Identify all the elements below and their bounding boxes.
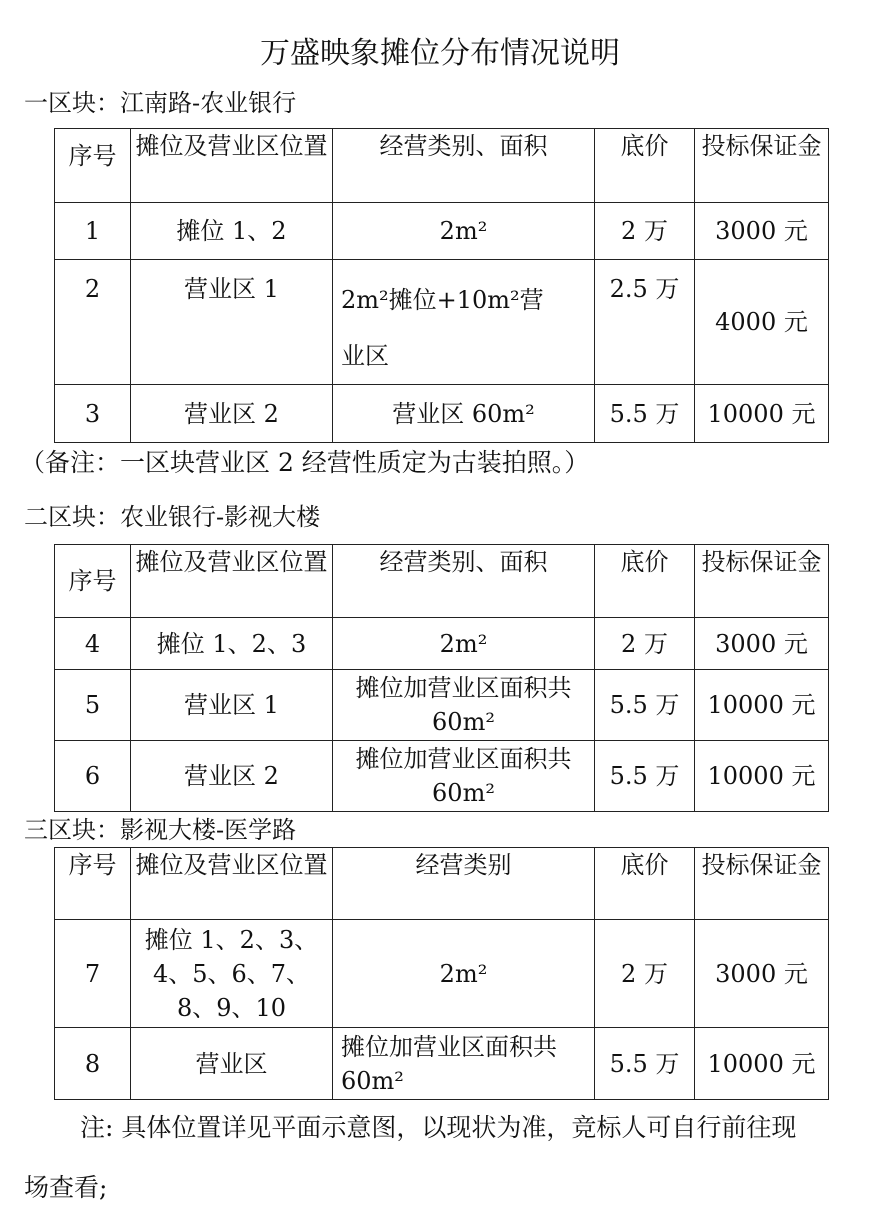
header-category: 经营类别、面积 xyxy=(333,545,595,618)
row-no: 5 xyxy=(55,670,131,741)
row-deposit: 3000 元 xyxy=(695,203,829,260)
table-row xyxy=(55,1028,829,1100)
row-no: 2 xyxy=(55,260,131,385)
row-position: 营业区 xyxy=(131,1028,333,1100)
row-position: 营业区 2 xyxy=(131,385,333,443)
row-category: 2m² xyxy=(333,618,595,670)
row-category: 摊位加营业区面积共 60m² xyxy=(333,741,595,812)
row-category: 2m² xyxy=(333,203,595,260)
row-position: 摊位 1、2、3 xyxy=(131,618,333,670)
table-row xyxy=(55,670,829,741)
row-position: 摊位 1、2、3、4、5、6、7、8、9、10 xyxy=(131,920,333,1028)
table-header-row xyxy=(55,129,829,203)
row-price: 5.5 万 xyxy=(595,741,695,812)
zone3-table xyxy=(54,847,829,1100)
row-category: 摊位加营业区面积共 60m² xyxy=(333,1028,595,1100)
row-category: 摊位加营业区面积共 60m² xyxy=(333,670,595,741)
header-position: 摊位及营业区位置 xyxy=(131,545,333,618)
row-deposit: 10000 元 xyxy=(695,385,829,443)
header-price: 底价 xyxy=(595,545,695,618)
header-no: 序号 xyxy=(55,129,131,203)
header-price: 底价 xyxy=(595,848,695,920)
row-price: 5.5 万 xyxy=(595,670,695,741)
row-position: 摊位 1、2 xyxy=(131,203,333,260)
row-price: 5.5 万 xyxy=(595,385,695,443)
row-deposit: 10000 元 xyxy=(695,741,829,812)
zone1-table xyxy=(54,128,829,443)
row-price: 2 万 xyxy=(595,920,695,1028)
row-price: 2 万 xyxy=(595,203,695,260)
header-category: 经营类别、面积 xyxy=(333,129,595,203)
row-deposit: 3000 元 xyxy=(695,618,829,670)
row-position: 营业区 1 xyxy=(131,260,333,385)
row-category: 2m²摊位+10m²营业区 xyxy=(333,260,595,385)
zone1-remark: （备注：一区块营业区 2 经营性质定为古装拍照。） xyxy=(20,448,590,477)
header-no: 序号 xyxy=(55,848,131,920)
row-price: 2.5 万 xyxy=(595,260,695,385)
note-line-2: 场查看; xyxy=(24,1173,108,1202)
table-row xyxy=(55,203,829,260)
row-deposit: 10000 元 xyxy=(695,670,829,741)
header-no: 序号 xyxy=(55,545,131,618)
page-title: 万盛映象摊位分布情况说明 xyxy=(260,36,620,71)
header-position: 摊位及营业区位置 xyxy=(131,848,333,920)
zone1-heading: 一区块：江南路-农业银行 xyxy=(24,89,297,117)
row-no: 8 xyxy=(55,1028,131,1100)
table-row xyxy=(55,385,829,443)
header-deposit: 投标保证金 xyxy=(695,129,829,203)
header-category: 经营类别 xyxy=(333,848,595,920)
row-no: 4 xyxy=(55,618,131,670)
row-no: 7 xyxy=(55,920,131,1028)
table-row xyxy=(55,260,829,385)
table-row xyxy=(55,618,829,670)
zone2-heading: 二区块：农业银行-影视大楼 xyxy=(24,503,321,531)
row-position: 营业区 2 xyxy=(131,741,333,812)
row-position: 营业区 1 xyxy=(131,670,333,741)
row-no: 1 xyxy=(55,203,131,260)
table-header-row xyxy=(55,848,829,920)
header-deposit: 投标保证金 xyxy=(695,848,829,920)
row-price: 2 万 xyxy=(595,618,695,670)
table-header-row xyxy=(55,545,829,618)
header-deposit: 投标保证金 xyxy=(695,545,829,618)
zone2-table xyxy=(54,544,829,812)
row-deposit: 4000 元 xyxy=(695,260,829,385)
row-no: 3 xyxy=(55,385,131,443)
table-row xyxy=(55,741,829,812)
note-line-1: 注: 具体位置详见平面示意图，以现状为准，竞标人可自行前往现 xyxy=(80,1113,797,1142)
row-deposit: 10000 元 xyxy=(695,1028,829,1100)
table-row xyxy=(55,920,829,1028)
row-no: 6 xyxy=(55,741,131,812)
row-category: 2m² xyxy=(333,920,595,1028)
row-price: 5.5 万 xyxy=(595,1028,695,1100)
row-deposit: 3000 元 xyxy=(695,920,829,1028)
row-category: 营业区 60m² xyxy=(333,385,595,443)
zone3-heading: 三区块：影视大楼-医学路 xyxy=(24,816,297,844)
header-position: 摊位及营业区位置 xyxy=(131,129,333,203)
header-price: 底价 xyxy=(595,129,695,203)
